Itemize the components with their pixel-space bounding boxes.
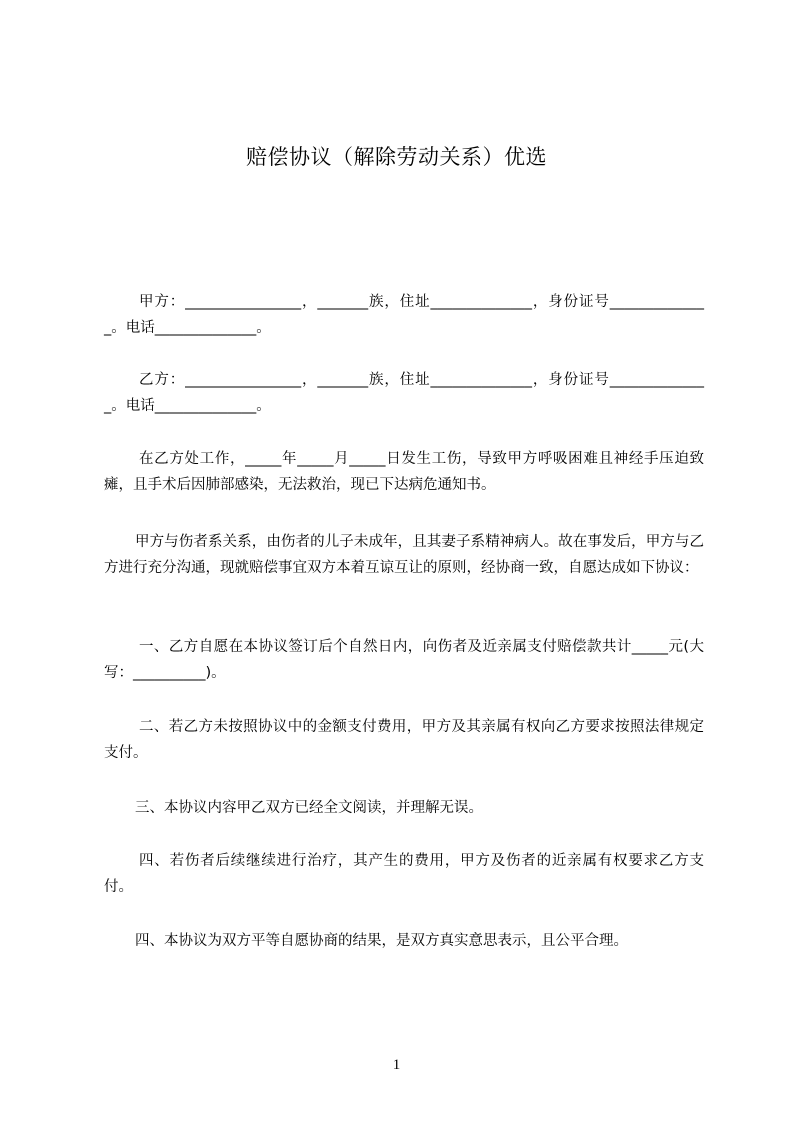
- clause-2: 二、若乙方未按照协议中的金额支付费用，甲方及其亲属有权向乙方要求按照法律规定支付。: [104, 719, 704, 761]
- party-b-info: 乙方：________________，_______族，住址______________，身份证号______________。电话______________。: [104, 372, 704, 414]
- incident-paragraph: 在乙方处工作，_____年_____月_____日发生工伤，导致甲方呼吸困难且神经手压迫致瘫，且手术后因肺部感染，无法救治，现已下达病危通知书。: [104, 451, 704, 493]
- background-paragraph: 甲方与伤者系关系，由伤者的儿子未成年，且其妻子系精神病人。故在事发后，甲方与乙方进行充分沟通，现就赔偿事宜双方本着互谅互让的原则，经协商一致，自愿达成如下协议：: [104, 534, 704, 576]
- page-number: 1: [392, 1057, 401, 1073]
- clause-5: 四、本协议为双方平等自愿协商的结果，是双方真实意思表示，且公平合理。: [135, 933, 628, 949]
- clause-4: 四、若伤者后续继续进行治疗，其产生的费用，甲方及伤者的近亲属有权要求乙方支付。: [104, 853, 704, 895]
- party-a-info: 甲方：________________，_______族，住址______________，身份证号______________。电话______________。: [104, 294, 704, 336]
- clause-1: 一、乙方自愿在本协议签订后个自然日内，向伤者及近亲属支付赔偿款共计_____元(大写：__________)。: [104, 639, 704, 681]
- clause-3: 三、本协议内容甲乙双方已经全文阅读，并理解无误。: [135, 800, 483, 816]
- document-title: 赔偿协议（解除劳动关系）优选: [246, 145, 547, 169]
